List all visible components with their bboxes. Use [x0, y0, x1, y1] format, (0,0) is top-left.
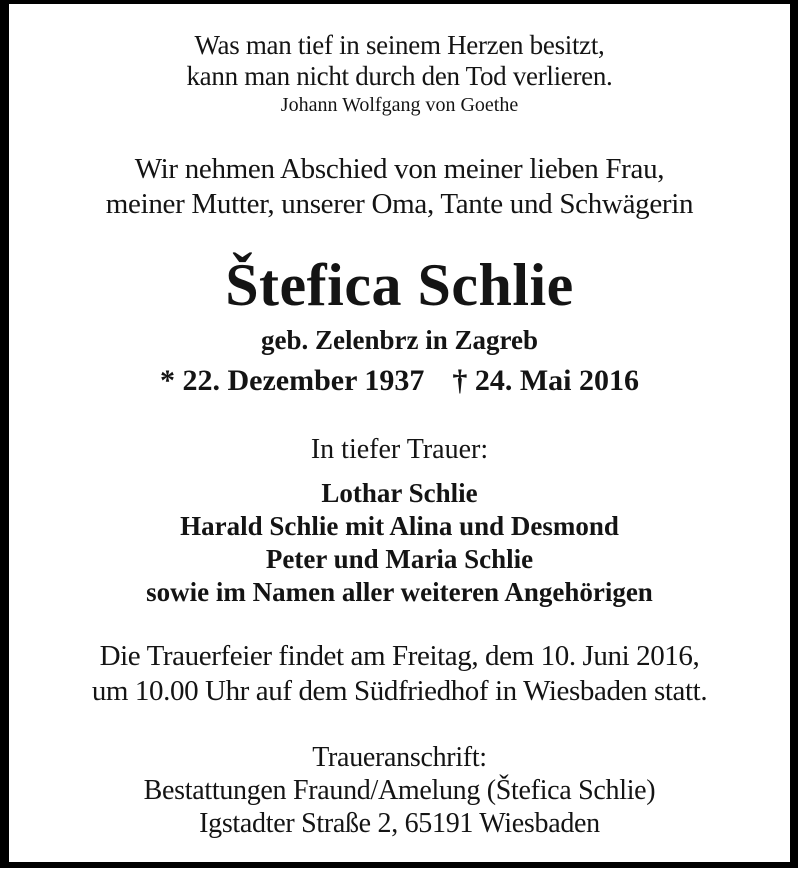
address-heading: Traueranschrift: — [312, 742, 487, 773]
mourning-heading: In tiefer Trauer: — [310, 434, 489, 465]
quote-attribution: Johann Wolfgang von Goethe — [280, 94, 519, 116]
address-line-1: Bestattungen Fraund/Amelung (Štefica Schlie) — [143, 775, 656, 806]
service-line-2: um 10.00 Uhr auf dem Südfriedhof in Wiesbaden statt. — [91, 675, 708, 707]
mourner-line: Lothar Schlie — [321, 478, 478, 508]
funeral-service-info — [21, 639, 778, 709]
mourning-address — [21, 741, 778, 840]
memorial-quote — [21, 30, 778, 92]
intro-line-2: meiner Mutter, unserer Oma, Tante und Schwägerin — [105, 188, 694, 220]
address-line-2: Igstadter Straße 2, 65191 Wiesbaden — [199, 808, 600, 839]
mourner-line: Harald Schlie mit Alina und Desmond — [180, 511, 619, 541]
deceased-name: Štefica Schlie — [225, 252, 574, 318]
quote-line-1: Was man tief in seinem Herzen besitzt, — [194, 30, 605, 60]
intro-line-1: Wir nehmen Abschied von meiner lieben Frau, — [134, 153, 665, 185]
farewell-intro — [21, 152, 778, 222]
death-date: † 24. Mai 2016 — [452, 364, 640, 397]
service-line-1: Die Trauerfeier findet am Freitag, dem 10. Juni 2016, — [99, 640, 700, 672]
mourner-line: sowie im Namen aller weiteren Angehörigen — [146, 577, 653, 607]
mourner-line: Peter und Maria Schlie — [265, 544, 534, 574]
life-dates — [21, 363, 778, 399]
deceased-birth-name: geb. Zelenbrz in Zagreb — [260, 325, 538, 355]
mourners-list — [21, 477, 778, 609]
quote-line-2: kann man nicht durch den Tod verlieren. — [186, 61, 613, 91]
birth-date: * 22. Dezember 1937 — [159, 364, 425, 397]
